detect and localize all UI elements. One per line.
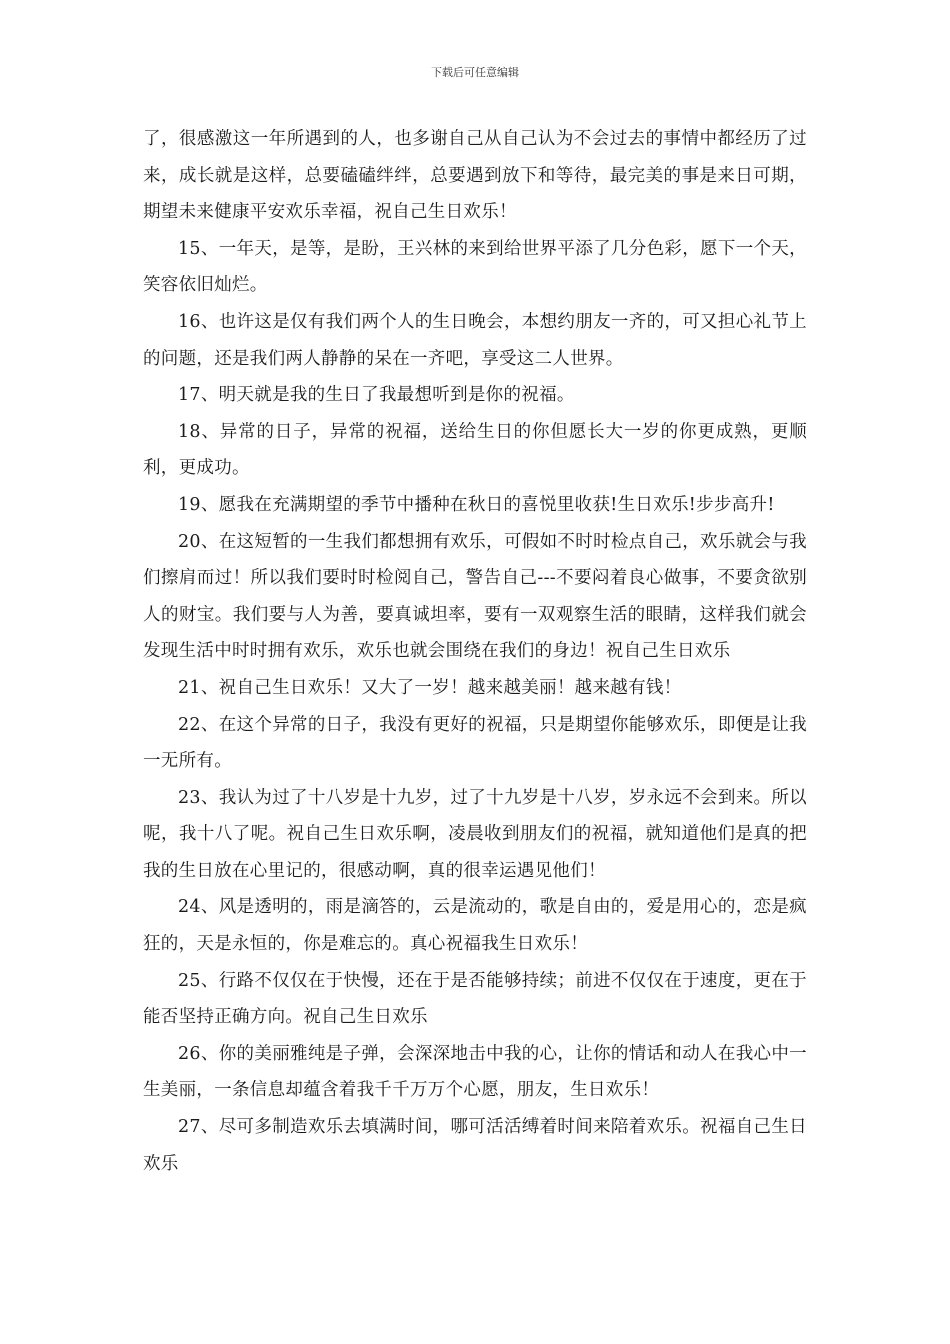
paragraph: 15、一年天，是等，是盼，王兴林的来到给世界平添了几分色彩，愿下一个天，笑容依旧灿烂。 [143,238,807,296]
paragraph: 了，很感激这一年所遇到的人，也多谢自己从自己认为不会过去的事情中都经历了过来，成长就是这样，总要磕磕绊绊，总要遇到放下和等待，最完美的事是来日可期，期望未来健康平安欢乐幸福，祝自己生日欢乐！ [143,129,807,223]
paragraph: 19、愿我在充满期望的季节中播种在秋日的喜悦里收获!生日欢乐!步步高升! [178,494,775,515]
document-body [143,121,807,1182]
paragraph: 20、在这短暂的一生我们都想拥有欢乐，可假如不时时检点自己，欢乐就会与我们擦肩而过！所以我们要时时检阅自己，警告自己---不要闷着良心做事，不要贪欲别人的财宝。我们要与人为善，要真诚坦率，要有一双观察生活的眼睛，这样我们就会发现生活中时时拥有欢乐，欢乐也就会围绕在我们的身边！祝自己生日欢乐 [143,531,807,662]
paragraph: 16、也许这是仅有我们两个人的生日晚会，本想约朋友一齐的，可又担心礼节上的问题，还是我们两人静静的呆在一齐吧，享受这二人世界。 [143,311,807,369]
paragraph: 23、我认为过了十八岁是十九岁，过了十九岁是十八岁，岁永远不会到来。所以呢，我十八了呢。祝自己生日欢乐啊，凌晨收到朋友们的祝福，就知道他们是真的把我的生日放在心里记的，很感动啊，真的很幸运遇见他们！ [143,787,807,881]
paragraph: 17、明天就是我的生日了我最想听到是你的祝福。 [178,385,575,406]
page-header: 下载后可任意编辑 [431,66,519,79]
paragraph: 22、在这个异常的日子，我没有更好的祝福，只是期望你能够欢乐，即便是让我一无所有。 [143,714,807,772]
paragraph: 25、行路不仅仅在于快慢，还在于是否能够持续；前进不仅仅在于速度，更在于能否坚持正确方向。祝自己生日欢乐 [143,970,807,1028]
paragraph: 27、尽可多制造欢乐去填满时间，哪可活活缚着时间来陪着欢乐。祝福自己生日欢乐 [143,1117,807,1174]
paragraph: 21、祝自己生日欢乐！又大了一岁！越来越美丽！越来越有钱！ [178,677,682,698]
paragraph: 24、风是透明的，雨是滴答的，云是流动的，歌是自由的，爱是用心的，恋是疯狂的，天是永恒的，你是难忘的。真心祝福我生日欢乐！ [143,897,807,955]
paragraph: 26、你的美丽雅纯是子弹，会深深地击中我的心，让你的情话和动人在我心中一生美丽，一条信息却蕴含着我千千万万个心愿，朋友，生日欢乐！ [143,1043,807,1101]
paragraph: 18、异常的日子，异常的祝福，送给生日的你但愿长大一岁的你更成熟，更顺利，更成功。 [143,421,807,479]
